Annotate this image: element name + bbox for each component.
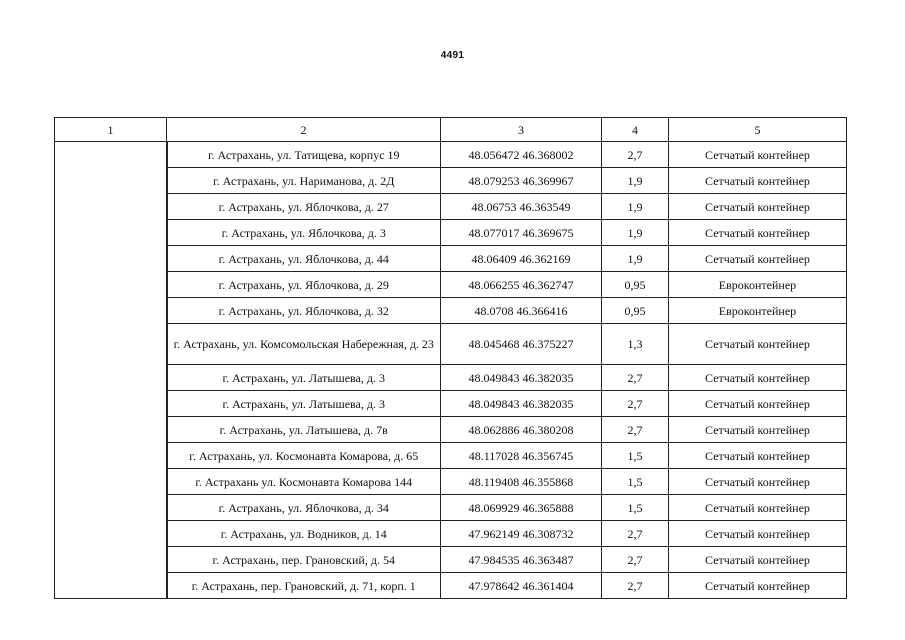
volume-cell: 0,95	[602, 272, 669, 298]
volume-cell: 2,7	[602, 547, 669, 573]
container-type-cell: Сетчатый контейнер	[669, 417, 847, 443]
coordinates-cell: 47.962149 46.308732	[441, 521, 602, 547]
volume-cell: 2,7	[602, 521, 669, 547]
page-number: 4491	[440, 50, 465, 61]
coordinates-cell: 48.079253 46.369967	[441, 168, 602, 194]
coordinates-cell: 48.045468 46.375227	[441, 324, 602, 365]
address-cell: г. Астрахань, ул. Яблочкова, д. 34	[167, 495, 441, 521]
container-type-cell: Сетчатый контейнер	[669, 365, 847, 391]
address-cell: г. Астрахань, ул. Яблочкова, д. 44	[167, 246, 441, 272]
coordinates-cell: 48.06409 46.362169	[441, 246, 602, 272]
volume-cell: 2,7	[602, 573, 669, 599]
table-row	[55, 220, 847, 246]
coordinates-cell: 47.984535 46.363487	[441, 547, 602, 573]
address-cell: г. Астрахань, ул. Комсомольская Набережная, д. 23	[167, 324, 441, 365]
volume-cell: 1,9	[602, 246, 669, 272]
container-type-cell: Сетчатый контейнер	[669, 443, 847, 469]
container-type-cell: Сетчатый контейнер	[669, 547, 847, 573]
coordinates-cell: 47.978642 46.361404	[441, 573, 602, 599]
volume-cell: 1,5	[602, 443, 669, 469]
address-cell: г. Астрахань, ул. Латышева, д. 7в	[167, 417, 441, 443]
table-row	[55, 443, 847, 469]
table-row	[55, 547, 847, 573]
volume-cell: 2,7	[602, 365, 669, 391]
address-cell: г. Астрахань, ул. Водников, д. 14	[167, 521, 441, 547]
address-cell: г. Астрахань, ул. Космонавта Комарова, д. 65	[167, 443, 441, 469]
container-type-cell: Евроконтейнер	[669, 298, 847, 324]
column-header-1: 1	[55, 118, 167, 142]
table-row	[55, 168, 847, 194]
volume-cell: 0,95	[602, 298, 669, 324]
address-cell: г. Астрахань, ул. Яблочкова, д. 32	[167, 298, 441, 324]
table-row	[55, 272, 847, 298]
container-type-cell: Сетчатый контейнер	[669, 391, 847, 417]
address-cell: г. Астрахань, пер. Грановский, д. 71, корп. 1	[167, 573, 441, 599]
address-cell: г. Астрахань, ул. Нариманова, д. 2Д	[167, 168, 441, 194]
coordinates-cell: 48.056472 46.368002	[441, 142, 602, 168]
address-cell: г. Астрахань, пер. Грановский, д. 54	[167, 547, 441, 573]
coordinates-cell: 48.049843 46.382035	[441, 365, 602, 391]
container-sites-table	[54, 117, 847, 599]
coordinates-cell: 48.117028 46.356745	[441, 443, 602, 469]
coordinates-cell: 48.119408 46.355868	[441, 469, 602, 495]
container-type-cell: Сетчатый контейнер	[669, 324, 847, 365]
table-row	[55, 469, 847, 495]
container-type-cell: Сетчатый контейнер	[669, 168, 847, 194]
merged-first-column-cell	[55, 142, 167, 599]
column-header-5: 5	[669, 118, 847, 142]
coordinates-cell: 48.077017 46.369675	[441, 220, 602, 246]
table-row	[55, 391, 847, 417]
table-row	[55, 298, 847, 324]
container-type-cell: Сетчатый контейнер	[669, 495, 847, 521]
column-header-2: 2	[167, 118, 441, 142]
coordinates-cell: 48.069929 46.365888	[441, 495, 602, 521]
table-row	[55, 573, 847, 599]
table-row	[55, 142, 847, 168]
container-type-cell: Сетчатый контейнер	[669, 469, 847, 495]
coordinates-cell: 48.062886 46.380208	[441, 417, 602, 443]
volume-cell: 1,5	[602, 495, 669, 521]
volume-cell: 1,9	[602, 168, 669, 194]
address-cell: г. Астрахань, ул. Яблочкова, д. 29	[167, 272, 441, 298]
column-header-3: 3	[441, 118, 602, 142]
address-cell: г. Астрахань ул. Космонавта Комарова 144	[167, 469, 441, 495]
container-type-cell: Сетчатый контейнер	[669, 521, 847, 547]
coordinates-cell: 48.049843 46.382035	[441, 391, 602, 417]
container-type-cell: Евроконтейнер	[669, 272, 847, 298]
address-cell: г. Астрахань, ул. Яблочкова, д. 3	[167, 220, 441, 246]
container-type-cell: Сетчатый контейнер	[669, 220, 847, 246]
volume-cell: 1,3	[602, 324, 669, 365]
coordinates-cell: 48.066255 46.362747	[441, 272, 602, 298]
volume-cell: 2,7	[602, 417, 669, 443]
volume-cell: 1,9	[602, 194, 669, 220]
coordinates-cell: 48.06753 46.363549	[441, 194, 602, 220]
table-row	[55, 417, 847, 443]
table-header-row	[55, 118, 847, 142]
address-cell: г. Астрахань, ул. Татищева, корпус 19	[167, 142, 441, 168]
table-row	[55, 521, 847, 547]
table-row	[55, 365, 847, 391]
volume-cell: 2,7	[602, 142, 669, 168]
volume-cell: 1,5	[602, 469, 669, 495]
container-type-cell: Сетчатый контейнер	[669, 194, 847, 220]
volume-cell: 2,7	[602, 391, 669, 417]
container-type-cell: Сетчатый контейнер	[669, 573, 847, 599]
address-cell: г. Астрахань, ул. Яблочкова, д. 27	[167, 194, 441, 220]
table-row	[55, 246, 847, 272]
address-cell: г. Астрахань, ул. Латышева, д. 3	[167, 365, 441, 391]
column-header-4: 4	[602, 118, 669, 142]
container-type-cell: Сетчатый контейнер	[669, 246, 847, 272]
coordinates-cell: 48.0708 46.366416	[441, 298, 602, 324]
address-cell: г. Астрахань, ул. Латышева, д. 3	[167, 391, 441, 417]
table-row	[55, 495, 847, 521]
container-type-cell: Сетчатый контейнер	[669, 142, 847, 168]
table-row	[55, 194, 847, 220]
volume-cell: 1,9	[602, 220, 669, 246]
table-row	[55, 324, 847, 365]
